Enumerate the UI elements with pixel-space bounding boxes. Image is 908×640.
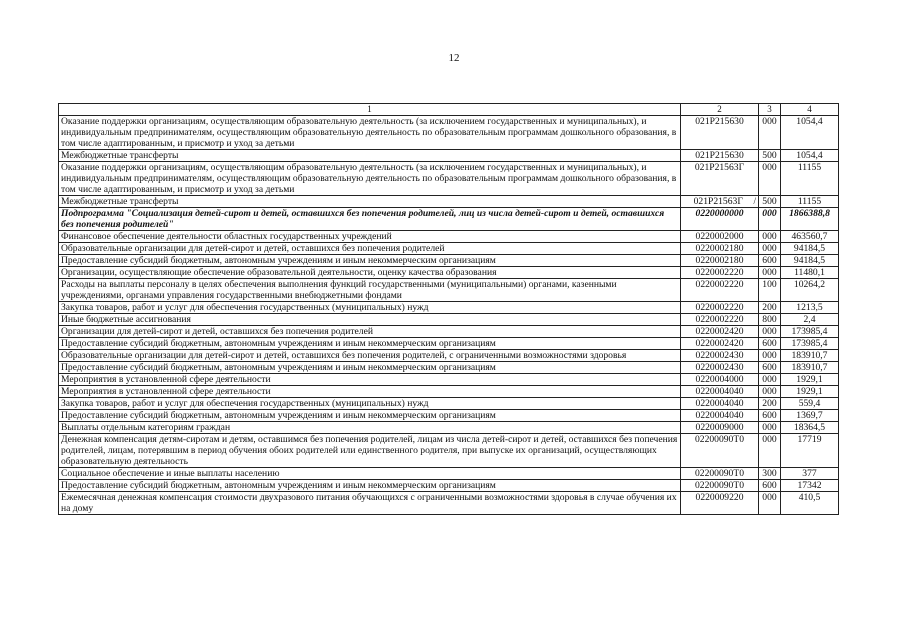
row-amount-cell: 463560,7 [781,231,839,243]
row-name-cell: Финансовое обеспечение деятельности областных государственных учреждений [59,231,681,243]
row-name-cell: Предоставление субсидий бюджетным, автономным учреждениям и иным некоммерческим организациям [59,255,681,267]
row-name-cell: Организации, осуществляющие обеспечение образовательной деятельности, оценку качества образования [59,267,681,279]
table-row [59,386,839,398]
row-code-cell: 0220002220 [681,267,759,279]
row-amount-cell: 94184,5 [781,255,839,267]
row-code-cell: 0220002220 [681,302,759,314]
table-row [59,338,839,350]
row-code-cell: 021P215630 [681,150,759,162]
row-name-cell: Мероприятия в установленной сфере деятельности [59,374,681,386]
row-name-cell: Закупка товаров, работ и услуг для обеспечения государственных (муниципальных) нужд [59,302,681,314]
row-kvr-cell: 100 [759,279,781,302]
table-row [59,255,839,267]
row-amount-cell: 11155 [781,162,839,196]
row-code-cell: 021P21563Г [681,162,759,196]
table-row [59,231,839,243]
row-name-cell: Образовательные организации для детей-сирот и детей, оставшихся без попечения родителей, с ограниченными возможностями здоровья [59,350,681,362]
row-code-cell: 0220002220 [681,279,759,302]
row-kvr-cell: 000 [759,374,781,386]
row-kvr-cell: 000 [759,350,781,362]
row-code-cell: 02200090Т0 [681,468,759,480]
row-amount-cell: 11155 [781,196,839,208]
row-code-cell: 0220002220 [681,314,759,326]
table-row [59,208,839,231]
row-kvr-cell: 200 [759,398,781,410]
row-name-cell: Предоставление субсидий бюджетным, автономным учреждениям и иным некоммерческим организациям [59,362,681,374]
row-kvr-cell: 600 [759,255,781,267]
row-amount-cell: 1866388,8 [781,208,839,231]
pen-mark: / [753,196,756,206]
row-amount-cell: 377 [781,468,839,480]
table-row [59,267,839,279]
row-kvr-cell: 000 [759,243,781,255]
row-amount-cell: 10264,2 [781,279,839,302]
row-amount-cell: 173985,4 [781,326,839,338]
row-kvr-cell: 300 [759,468,781,480]
row-amount-cell: 183910,7 [781,362,839,374]
row-amount-cell: 94184,5 [781,243,839,255]
row-kvr-cell: 000 [759,267,781,279]
row-name-cell: Образовательные организации для детей-сирот и детей, оставшихся без попечения родителей [59,243,681,255]
row-code-cell: 0220000000 [681,208,759,231]
page-number: 12 [448,52,460,64]
row-kvr-cell: 000 [759,326,781,338]
table-row [59,468,839,480]
row-code-cell: 0220002430 [681,350,759,362]
row-kvr-cell: 000 [759,492,781,515]
row-kvr-cell: 800 [759,314,781,326]
row-amount-cell: 11480,1 [781,267,839,279]
table-row [59,362,839,374]
row-amount-cell: 559,4 [781,398,839,410]
row-kvr-cell: 600 [759,338,781,350]
row-name-cell: Предоставление субсидий бюджетным, автономным учреждениям и иным некоммерческим организациям [59,480,681,492]
row-code-cell [681,196,759,208]
row-amount-cell: 1054,4 [781,150,839,162]
row-name-cell: Межбюджетные трансферты [59,196,681,208]
table-row [59,116,839,150]
row-amount-cell: 1929,1 [781,374,839,386]
row-code-cell: 0220004040 [681,398,759,410]
row-code-value: 021P21563Г [693,196,743,207]
row-name-cell: Мероприятия в установленной сфере деятельности [59,386,681,398]
row-name-cell: Ежемесячная денежная компенсация стоимости двухразового питания обучающихся с ограниченными возможностями здоровья в случае обучения их на дому [59,492,681,515]
row-kvr-cell: 000 [759,434,781,468]
row-name-cell: Иные бюджетные ассигнования [59,314,681,326]
row-amount-cell: 183910,7 [781,350,839,362]
row-code-cell: 0220004040 [681,386,759,398]
row-name-cell: Закупка товаров, работ и услуг для обеспечения государственных (муниципальных) нужд [59,398,681,410]
row-code-cell: 0220009000 [681,422,759,434]
row-kvr-cell: 600 [759,362,781,374]
row-amount-cell: 1929,1 [781,386,839,398]
row-amount-cell: 1054,4 [781,116,839,150]
row-amount-cell: 173985,4 [781,338,839,350]
row-code-cell: 0220002180 [681,243,759,255]
table-row [59,162,839,196]
row-amount-cell: 1213,5 [781,302,839,314]
header-col-3: 3 [759,104,781,116]
row-name-cell: Организации для детей-сирот и детей, оставшихся без попечения родителей [59,326,681,338]
row-code-cell: 021P215630 [681,116,759,150]
row-code-cell: 0220002420 [681,326,759,338]
row-code-cell: 0220002180 [681,255,759,267]
table-row [59,314,839,326]
row-code-cell: 0220002000 [681,231,759,243]
row-code-cell: 0220002430 [681,362,759,374]
row-name-cell: Денежная компенсация детям-сиротам и детям, оставшимся без попечения родителей, лицам из числа детей-сирот и детей, оставшихся без попечения родителей, лицам, потерявшим в период обучения обоих родителей или единственного родителя, при выпуске их организаций, осуществляющих образовательную деятельность [59,434,681,468]
table-row [59,150,839,162]
table-header-row [59,104,839,116]
row-amount-cell: 17342 [781,480,839,492]
table-row [59,196,839,208]
row-kvr-cell: 600 [759,480,781,492]
row-kvr-cell: 500 [759,150,781,162]
row-kvr-cell: 000 [759,422,781,434]
row-name-cell: Предоставление субсидий бюджетным, автономным учреждениям и иным некоммерческим организациям [59,410,681,422]
row-name-cell: Подпрограмма "Социализация детей-сирот и детей, оставшихся без попечения родителей, лиц из числа детей-сирот и детей, оставшихся без попечения родителей" [59,208,681,231]
header-col-1: 1 [59,104,681,116]
row-kvr-cell: 000 [759,208,781,231]
table-row [59,492,839,515]
row-kvr-cell: 000 [759,162,781,196]
row-code-cell: 0220002420 [681,338,759,350]
row-amount-cell: 1369,7 [781,410,839,422]
row-name-cell: Расходы на выплаты персоналу в целях обеспечения выполнения функций государственными (муниципальными) органами, казенными учреждениями, органами управления государственными внебюджетными фондами [59,279,681,302]
row-amount-cell: 410,5 [781,492,839,515]
row-name-cell: Оказание поддержки организациям, осуществляющим образовательную деятельность (за исключением государственных и муниципальных), и индивидуальным предпринимателям, осуществляющим образовательную деятельность по образовательным программам дошкольного образования, в том числе адаптированным, и присмотр и уход за детьми [59,116,681,150]
row-code-cell: 0220009220 [681,492,759,515]
row-kvr-cell: 500 [759,196,781,208]
row-kvr-cell: 000 [759,116,781,150]
table-row [59,326,839,338]
row-kvr-cell: 000 [759,386,781,398]
row-kvr-cell: 000 [759,231,781,243]
row-code-cell: 02200090Т0 [681,480,759,492]
table-row [59,422,839,434]
row-name-cell: Межбюджетные трансферты [59,150,681,162]
table-row [59,434,839,468]
row-code-cell: 0220004000 [681,374,759,386]
header-col-2: 2 [681,104,759,116]
row-amount-cell: 18364,5 [781,422,839,434]
row-name-cell: Социальное обеспечение и иные выплаты населению [59,468,681,480]
header-col-4: 4 [781,104,839,116]
row-amount-cell: 17719 [781,434,839,468]
row-code-cell: 02200090Т0 [681,434,759,468]
table-row [59,410,839,422]
table-row [59,302,839,314]
table-row [59,398,839,410]
budget-table [58,103,839,515]
row-amount-cell: 2,4 [781,314,839,326]
row-kvr-cell: 200 [759,302,781,314]
table-row [59,279,839,302]
row-kvr-cell: 600 [759,410,781,422]
row-name-cell: Выплаты отдельным категориям граждан [59,422,681,434]
table-row [59,374,839,386]
table-row [59,480,839,492]
table-row [59,350,839,362]
table-row [59,243,839,255]
row-code-cell: 0220004040 [681,410,759,422]
row-name-cell: Оказание поддержки организациям, осуществляющим образовательную деятельность (за исключением государственных и муниципальных), и индивидуальным предпринимателям, осуществляющим образовательную деятельность по образовательным программам дошкольного образования, в том числе адаптированным, и присмотр и уход за детьми [59,162,681,196]
budget-table-body [59,104,839,515]
row-name-cell: Предоставление субсидий бюджетным, автономным учреждениям и иным некоммерческим организациям [59,338,681,350]
